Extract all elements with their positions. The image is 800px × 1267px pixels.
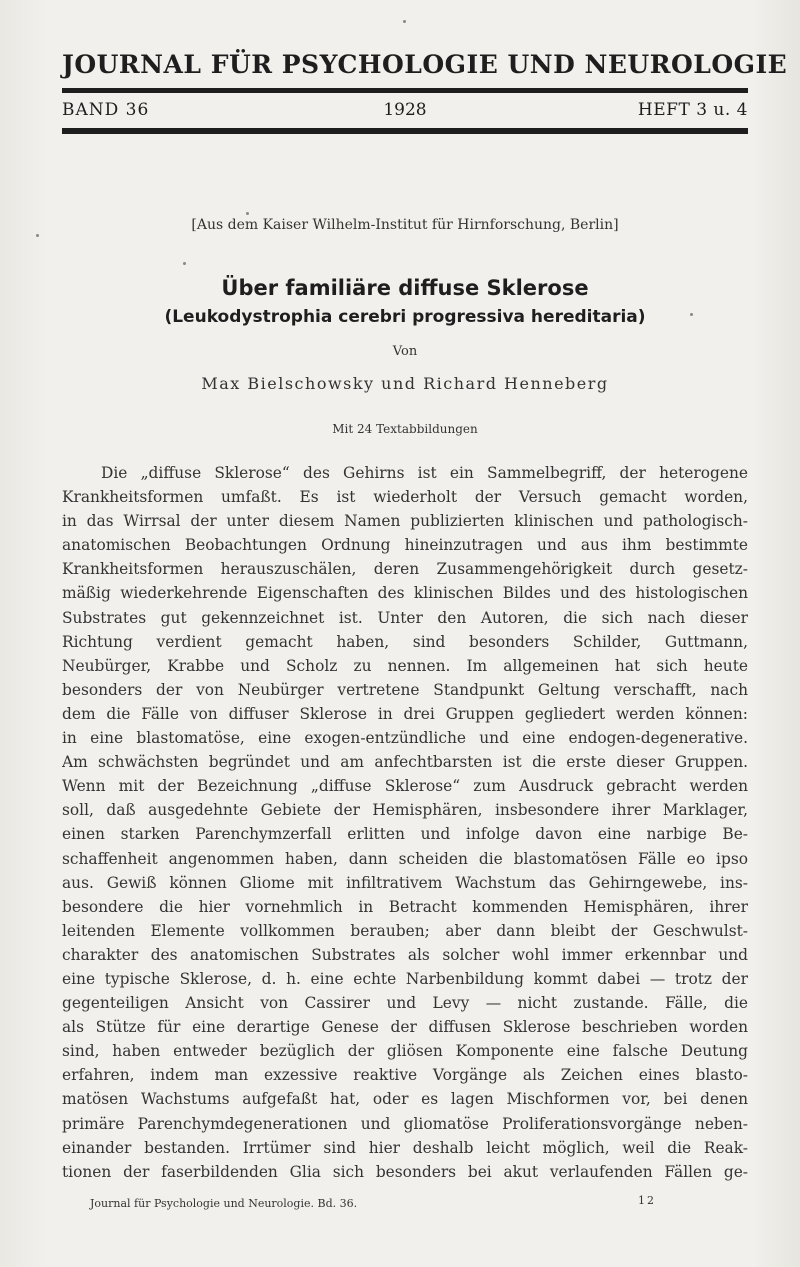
institute-note: [Aus dem Kaiser Wilhelm-Institut für Hirnforschung, Berlin] — [191, 217, 619, 233]
body-line: anatomischen Beobachtungen Ordnung hineinzutragen und aus ihm bestimmte — [62, 536, 748, 555]
paper-speck — [690, 313, 693, 316]
figures-note: Mit 24 Textabbildungen — [332, 422, 478, 436]
masthead-rule-bottom — [62, 128, 748, 134]
article-subtitle: (Leukodystrophia cerebri progressiva hereditaria) — [164, 307, 646, 327]
body-line: erfahren, indem man exzessive reaktive Vorgänge als Zeichen eines blasto- — [62, 1066, 748, 1085]
volume-label: BAND 36 — [62, 100, 150, 120]
body-line: eine typische Sklerose, d. h. eine echte Narbenbildung kommt dabei — trotz der — [62, 969, 748, 988]
body-line: als Stütze für eine derartige Genese der diffusen Sklerose beschrieben worden — [62, 1018, 748, 1037]
body-line: dem die Fälle von diffuser Sklerose in drei Gruppen gegliedert werden können: — [62, 704, 748, 723]
paper-speck — [36, 234, 39, 237]
paper-speck — [246, 212, 249, 215]
body-line: Krankheitsformen herauszuschälen, deren Zusammengehörigkeit durch gesetz- — [62, 560, 748, 579]
footer-journal-reference: Journal für Psychologie und Neurologie. Bd. 36. — [90, 1197, 358, 1210]
body-line: matösen Wachstums aufgefaßt hat, oder es lagen Mischformen vor, bei denen — [62, 1090, 748, 1109]
journal-title: JOURNAL FÜR PSYCHOLOGIE UND NEUROLOGIE — [62, 50, 788, 79]
paper-speck — [403, 20, 406, 23]
body-line: charakter des anatomischen Substrates als solcher wohl immer erkennbar und — [62, 945, 748, 964]
body-line: tionen der faserbildenden Glia sich besonders bei akut verlaufenden Fällen ge- — [62, 1162, 748, 1181]
body-line: einen starken Parenchymzerfall erlitten und infolge davon eine narbige Be- — [62, 825, 748, 844]
body-line: schaffenheit angenommen haben, dann scheiden die blastomatösen Fälle eo ipso — [62, 849, 748, 868]
body-line: leitenden Elemente vollkommen berauben; aber dann bleibt der Geschwulst- — [62, 921, 748, 940]
body-line: besondere die hier vornehmlich in Betracht kommenden Hemisphären, ihrer — [62, 897, 748, 916]
masthead-rule-top — [62, 88, 748, 93]
body-line: Richtung verdient gemacht haben, sind besonders Schilder, Guttmann, — [62, 632, 748, 651]
article-body — [62, 461, 748, 1184]
issue-label: HEFT 3 u. 4 — [637, 100, 748, 120]
body-line: Die „diffuse Sklerose“ des Gehirns ist ein Sammelbegriff, der heterogene — [101, 464, 748, 482]
body-line: primäre Parenchymdegenerationen und gliomatöse Proliferationsvorgänge neben- — [62, 1114, 748, 1133]
body-line: in das Wirrsal der unter diesem Namen publizierten klinischen und pathologisch- — [62, 512, 748, 531]
body-line: Wenn mit der Bezeichnung „diffuse Sklerose“ zum Ausdruck gebracht werden — [62, 777, 748, 796]
body-line: mäßig wiederkehrende Eigenschaften des klinischen Bildes und des histologischen — [62, 584, 748, 603]
body-line: gegenteiligen Ansicht von Cassirer und Levy — nicht zustande. Fälle, die — [62, 994, 748, 1013]
article-authors: Max Bielschowsky und Richard Henneberg — [201, 374, 609, 393]
footer-signature-number: 12 — [638, 1194, 656, 1207]
body-line: einander bestanden. Irrtümer sind hier deshalb leicht möglich, weil die Reak- — [62, 1138, 748, 1157]
body-line: Substrates gut gekennzeichnet ist. Unter den Autoren, die sich nach dieser — [62, 608, 748, 627]
body-line: sind, haben entweder bezüglich der gliösen Komponente eine falsche Deutung — [62, 1042, 748, 1061]
body-line: Krankheitsformen umfaßt. Es ist wiederholt der Versuch gemacht worden, — [62, 488, 748, 507]
body-line: in eine blastomatöse, eine exogen-entzündliche und eine endogen-degenerative. — [62, 729, 748, 748]
body-line: Neubürger, Krabbe und Scholz zu nennen. Im allgemeinen hat sich heute — [62, 656, 748, 675]
body-line: soll, daß ausgedehnte Gebiete der Hemisphären, insbesondere ihrer Marklager, — [62, 801, 748, 820]
body-line: aus. Gewiß können Gliome mit infiltrativem Wachstum das Gehirngewebe, ins- — [62, 873, 748, 892]
byline-von: Von — [392, 344, 418, 359]
body-line: besonders der von Neubürger vertretene Standpunkt Geltung verschafft, nach — [62, 680, 748, 699]
masthead-info-row — [62, 100, 748, 124]
body-line: Am schwächsten begründet und am anfechtbarsten ist die erste dieser Gruppen. — [62, 753, 748, 772]
year-label: 1928 — [383, 100, 427, 120]
paper-speck — [183, 262, 186, 265]
article-title: Über familiäre diffuse Sklerose — [221, 276, 589, 300]
